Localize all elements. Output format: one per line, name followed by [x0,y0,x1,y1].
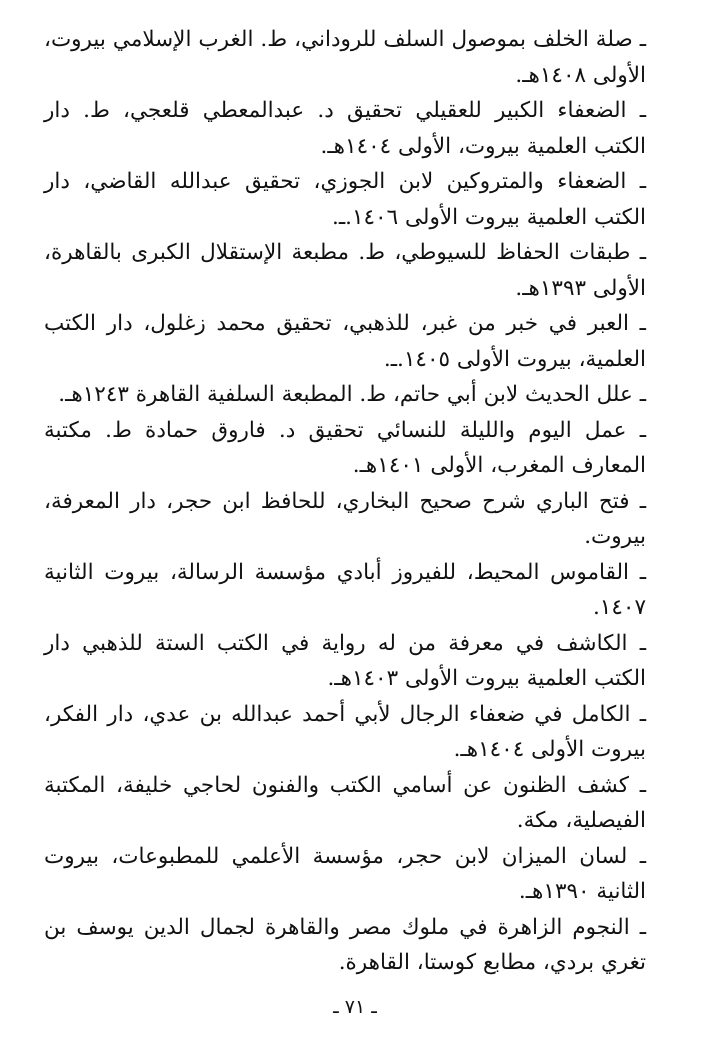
bibliography-entry: ـ علل الحديث لابن أبي حاتم، ط. المطبعة السلفية القاهرة ١٢٤٣هـ. [58,382,646,407]
bibliography-entry: ـ الكاشف في معرفة من له رواية في الكتب الستة للذهبي دار الكتب العلمية بيروت الأولى ١٤٠٣هـ. [44,630,646,691]
bibliography-entry: ـ الكامل في ضعفاء الرجال لأبي أحمد عبدالله بن عدي، دار الفكر، بيروت الأولى ١٤٠٤هـ. [44,701,646,762]
bibliography-entry: ـ العبر في خبر من غبر، للذهبي، تحقيق محمد زغلول، دار الكتب العلمية، بيروت الأولى ١٤٠٥.ـ. [44,311,646,372]
bibliography-entry: ـ فتح الباري شرح صحيح البخاري، للحافظ ابن حجر، دار المعرفة، بيروت. [44,488,646,549]
bibliography-entry: ـ القاموس المحيط، للفيروز أبادي مؤسسة الرسالة، بيروت الثانية ١٤٠٧. [44,559,646,620]
bibliography-entry: ـ طبقات الحفاظ للسيوطي، ط. مطبعة الإستقلال الكبرى بالقاهرة، الأولى ١٣٩٣هـ. [44,240,646,301]
bibliography-entry: ـ كشف الظنون عن أسامي الكتب والفنون لحاجي خليفة، المكتبة الفيصلية، مكة. [44,772,646,833]
bibliography-entry: ـ لسان الميزان لابن حجر، مؤسسة الأعلمي للمطبوعات، بيروت الثانية ١٣٩٠هـ. [44,843,646,904]
bibliography-entry: ـ صلة الخلف بموصول السلف للروداني، ط. الغرب الإسلامي بيروت، الأولى ١٤٠٨هـ. [44,27,646,88]
bibliography-entry: ـ عمل اليوم والليلة للنسائي تحقيق د. فاروق حمادة ط. مكتبة المعارف المغرب، الأولى ١٤٠١هـ. [44,417,646,478]
page-number: ـ ٧١ ـ [333,996,377,1018]
bibliography-entry: ـ الضعفاء الكبير للعقيلي تحقيق د. عبدالمعطي قلعجي، ط. دار الكتب العلمية بيروت، الأولى ١٤٠٤هـ. [44,98,646,159]
bibliography-list [44,22,646,981]
bibliography-entry: ـ الضعفاء والمتروكين لابن الجوزي، تحقيق عبدالله القاضي، دار الكتب العلمية بيروت الأولى ١٤٠٦.ـ. [44,169,646,230]
bibliography-entry: ـ النجوم الزاهرة في ملوك مصر والقاهرة لجمال الدين يوسف بن تغري بردي، مطابع كوستا، القاهرة. [44,914,646,975]
